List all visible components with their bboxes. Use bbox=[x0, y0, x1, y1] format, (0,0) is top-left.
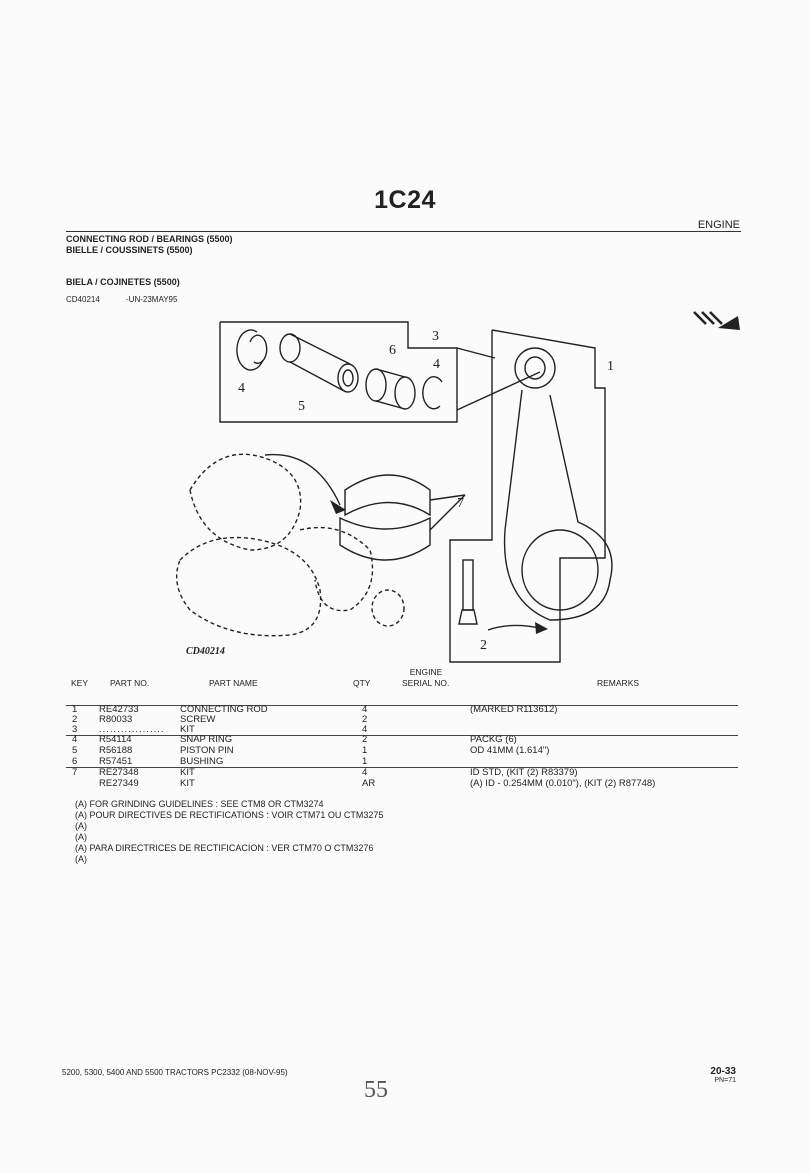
note-line: (A) PARA DIRECTRICES DE RECTIFICACION : VER CTM70 O CTM3276 bbox=[75, 843, 374, 853]
heading-spanish: BIELA / COJINETES (5500) bbox=[66, 277, 180, 287]
callout-3: 3 bbox=[432, 329, 439, 344]
qty-header: QTY bbox=[353, 678, 371, 688]
callout-5: 5 bbox=[298, 399, 305, 414]
serial-no-header: SERIAL NO. bbox=[402, 678, 450, 688]
table-row: 4 R54114 SNAP RING 2 PACKG (6) bbox=[72, 734, 517, 745]
table-row: 7 RE27348 KIT 4 ID STD, (KIT (2) R83379) bbox=[72, 767, 578, 778]
note-line: (A) bbox=[75, 821, 87, 831]
table-row: 3 .................. KIT 4 bbox=[72, 724, 368, 735]
handwritten-number: 55 bbox=[364, 1077, 388, 1103]
table-row: 1 RE42733 CONNECTING ROD 4 (MARKED R113612) bbox=[72, 704, 558, 715]
page-code: 1C24 bbox=[374, 186, 436, 214]
part-blank-dots: .................. bbox=[99, 724, 165, 735]
pn-number: PN=71 bbox=[714, 1077, 736, 1084]
callout-6: 6 bbox=[389, 343, 396, 358]
note-line: (A) bbox=[75, 854, 87, 864]
footer-text: 5200, 5300, 5400 AND 5500 TRACTORS PC2332 (08-NOV-95) bbox=[62, 1068, 288, 1077]
table-row: 6 R57451 BUSHING 1 bbox=[72, 756, 368, 767]
part-name-header: PART NAME bbox=[209, 678, 258, 688]
header-rule bbox=[66, 231, 741, 232]
heading-english: CONNECTING ROD / BEARINGS (5500) bbox=[66, 234, 233, 244]
callout-4-left: 4 bbox=[238, 381, 245, 396]
page-number: 20-33 bbox=[710, 1066, 736, 1077]
callout-1: 1 bbox=[607, 359, 614, 374]
key-header: KEY bbox=[71, 678, 89, 688]
table-row: 2 R80033 SCREW 2 bbox=[72, 714, 368, 725]
table-row: RE27349 KIT AR (A) ID - 0.254MM (0.010"), (KIT (2) R87748) bbox=[99, 778, 656, 789]
figure-caption: CD40214 bbox=[186, 646, 225, 657]
note-line: (A) POUR DIRECTIVES DE RECTIFICATIONS : VOIR CTM71 OU CTM3275 bbox=[75, 810, 384, 820]
callout-4-right: 4 bbox=[433, 357, 440, 372]
figure-ref-date: -UN-23MAY95 bbox=[126, 295, 178, 304]
note-line: (A) bbox=[75, 832, 87, 842]
exploded-parts-diagram bbox=[150, 300, 750, 665]
part-no-header: PART NO. bbox=[110, 678, 150, 688]
callout-2: 2 bbox=[480, 638, 487, 653]
remarks-header: REMARKS bbox=[597, 678, 640, 688]
callout-7: 7 bbox=[457, 496, 464, 511]
table-row: 5 R56188 PISTON PIN 1 OD 41MM (1.614") bbox=[72, 745, 550, 756]
engine-header-top: ENGINE bbox=[409, 667, 443, 677]
section-label: ENGINE bbox=[697, 219, 740, 231]
note-line: (A) FOR GRINDING GUIDELINES : SEE CTM8 OR CTM3274 bbox=[75, 799, 324, 809]
figure-ref-id: CD40214 bbox=[66, 295, 100, 304]
heading-french: BIELLE / COUSSINETS (5500) bbox=[66, 245, 193, 255]
